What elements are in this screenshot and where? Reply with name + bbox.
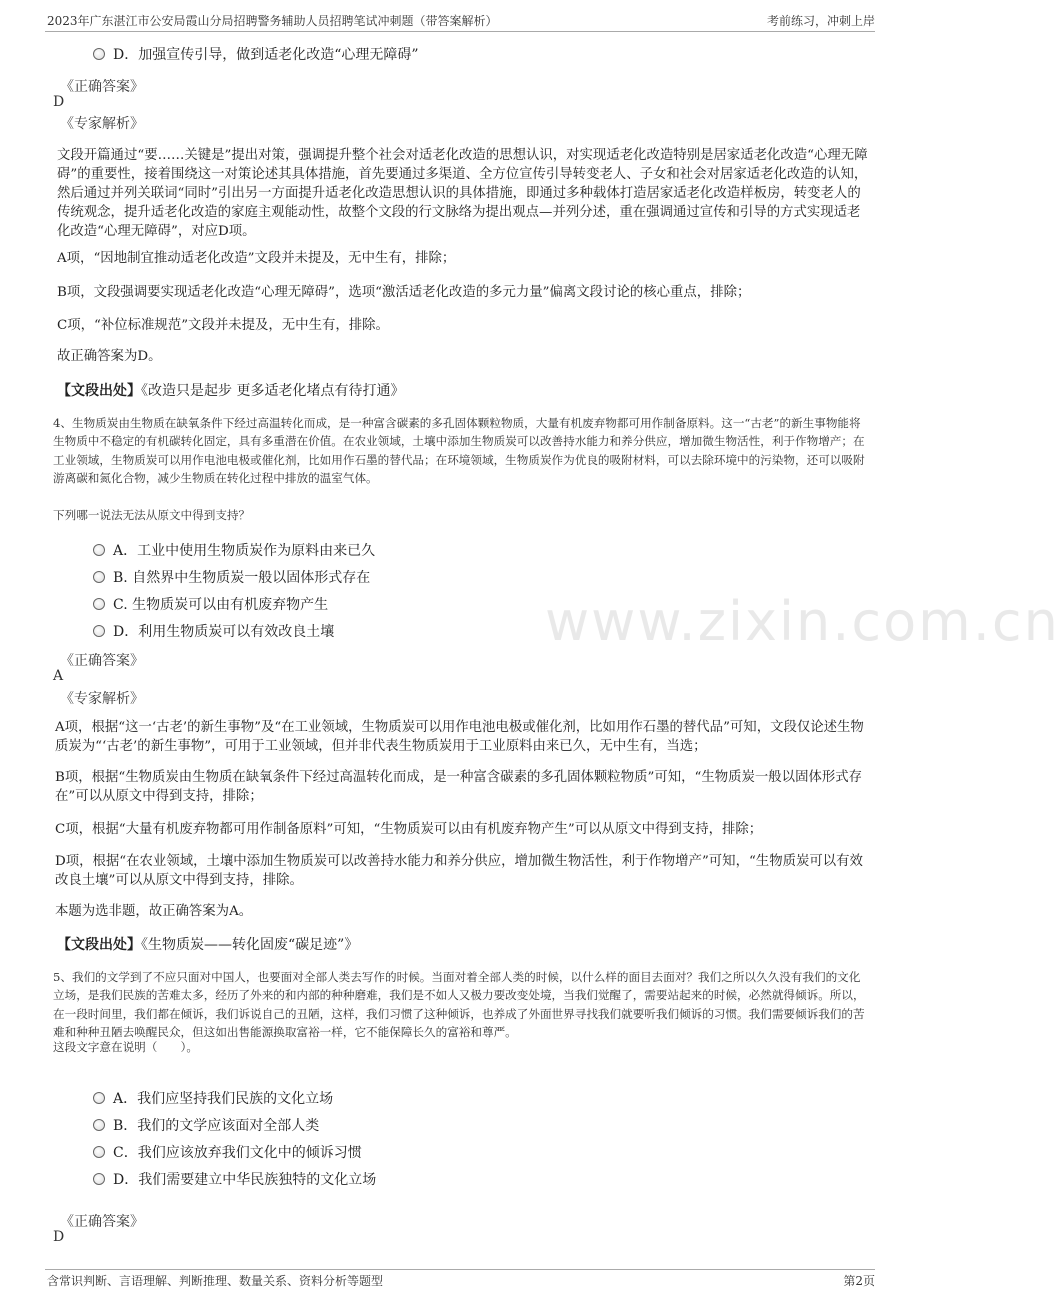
q3-analysis-label: 《专家解析》 [60, 116, 144, 132]
q4-answer: A [53, 668, 64, 684]
q4-analysis-b: B项，根据“生物质炭由生物质在缺氧条件下经过高温转化而成，是一种富含碳素的多孔固体颗粒物质”可知，“生物质炭一般以固体形式存在”可以从原文中得到支持，排除； [55, 770, 863, 804]
q4-option-d-text: D．利用生物质炭可以有效改良土壤 [113, 624, 335, 640]
radio-icon[interactable] [93, 1146, 105, 1158]
q5-option-b[interactable] [93, 1115, 319, 1135]
q4-option-b-text: B. 自然界中生物质炭一般以固体形式存在 [113, 570, 371, 586]
q4-option-a[interactable] [93, 540, 375, 560]
header-slogan: 考前练习，冲刺上岸 [766, 14, 875, 28]
header-divider [45, 31, 875, 32]
q3-analysis-c: C项，“补位标准规范”文段并未提及，无中生有，排除。 [57, 318, 389, 333]
q5-answer: D [53, 1229, 65, 1245]
watermark: www.zixin.com.cn [545, 590, 1060, 653]
q3-source-title: 《改造只是起步 更多适老化堵点有待打通》 [141, 383, 405, 399]
page-number: 第2页 [843, 1274, 875, 1288]
footer-note: 含常识判断、言语理解、判断推理、数量关系、资料分析等题型 [47, 1274, 384, 1288]
header-title: 2023年广东湛江市公安局霞山分局招聘警务辅助人员招聘笔试冲刺题（带答案解析） [47, 14, 498, 28]
q5-answer-label: 《正确答案》 [60, 1214, 144, 1230]
q5-option-d[interactable] [93, 1169, 376, 1189]
q4-analysis-d: D项，根据“在农业领域，土壤中添加生物质炭可以改善持水能力和养分供应，增加微生物活性，利于作物增产”可知，“生物质炭可以有效改良土壤”可以从原文中得到支持，排除。 [55, 854, 863, 888]
q3-analysis-main: 文段开篇通过“要……关键是”提出对策，强调提升整个社会对适老化改造的思想认识，对实现适老化改造特别是居家适老化改造“心理无障碍”的重要性，接着围绕这一对策论述其具体措施，首先要通过多渠道、全方位宣传引导转变老人、子女和社会对居家适老化改造的认知，然后通过并列关联词“同时”引出另一方面提升适老化改造思想认识的具体措施，即通过多种载体打造居家适老化改造样板房，转变老人的传统观念，提升适老化改造的家庭主观能动性，故整个文段的行文脉络为提出观点—并列分述，重在强调通过宣传和引导的方式实现适老化改造“心理无障碍”，对应D项。 [57, 148, 868, 239]
radio-icon[interactable] [93, 1119, 105, 1131]
q3-source [57, 380, 404, 400]
q3-answer-label: 《正确答案》 [60, 79, 144, 95]
radio-icon[interactable] [93, 48, 105, 60]
q3-source-label: 【文段出处】 [57, 383, 141, 399]
radio-icon[interactable] [93, 571, 105, 583]
q4-analysis-a: A项，根据“这一‘古老’的新生事物”及“在工业领域，生物质炭可以用作电池电极或催化剂，比如用作石墨的替代品”可知，文段仅论述生物质炭为“‘古老’的新生事物”，可用于工业领域，但并非代表生物质炭用于工业原料由来已久，无中生有，当选； [55, 720, 864, 754]
page-header [0, 0, 920, 32]
q4-option-c-text: C. 生物质炭可以由有机废弃物产生 [113, 597, 329, 613]
q4-analysis-c: C项，根据“大量有机废弃物都可用作制备原料”可知，“生物质炭可以由有机废弃物产生”可以从原文中得到支持，排除； [55, 822, 763, 837]
q3-analysis-b: B项，文段强调要实现适老化改造“心理无障碍”，选项“激活适老化改造的多元力量”偏离文段讨论的核心重点，排除； [57, 285, 751, 300]
q4-answer-label: 《正确答案》 [60, 653, 144, 669]
q5-option-a[interactable] [93, 1088, 333, 1108]
q3-analysis-conclusion: 故正确答案为D。 [57, 349, 162, 364]
q5-option-a-text: A．我们应坚持我们民族的文化立场 [113, 1091, 334, 1107]
q4-option-a-text: A．工业中使用生物质炭作为原料由来已久 [113, 543, 376, 559]
q3-answer: D [53, 94, 65, 110]
q4-source [57, 934, 358, 954]
q5-option-b-text: B．我们的文学应该面对全部人类 [113, 1118, 320, 1134]
q4-analysis-label: 《专家解析》 [60, 691, 144, 707]
radio-icon[interactable] [93, 625, 105, 637]
radio-icon[interactable] [93, 1173, 105, 1185]
q4-question: 下列哪一说法无法从原文中得到支持？ [53, 508, 251, 522]
q4-source-label: 【文段出处】 [57, 937, 141, 953]
q5-option-d-text: D．我们需要建立中华民族独特的文化立场 [113, 1172, 377, 1188]
radio-icon[interactable] [93, 598, 105, 610]
q5-passage: 5、我们的文学到了不应只面对中国人，也要面对全部人类去写作的时候。当面对着全部人类的时候，以什么样的面目去面对？我们之所以久久没有我们的文化立场，是我们民族的苦难太多，经历了外来的和内部的种种磨难，我们是不如人又极力要改变处境，当我们觉醒了，需要站起来的时候，必然就得倾诉。所以，在一段时间里，我们都在倾诉，我们诉说自己的丑陋，这样，我们习惯了这种倾诉，也养成了外面世界寻找我们就要听我们倾诉的习惯。我们需要倾诉我们的苦难和种种丑陋去唤醒民众，但这如出售能源换取富裕一样，它不能保障长久的富裕和尊严。 [53, 970, 865, 1039]
q4-source-title: 《生物质炭——转化固废“碳足迹”》 [141, 937, 359, 953]
footer-divider [45, 1269, 875, 1270]
q4-option-c[interactable] [93, 594, 328, 614]
q3-option-d-text: D．加强宣传引导，做到适老化改造“心理无障碍” [113, 47, 419, 63]
q5-option-c-text: C．我们应该放弃我们文化中的倾诉习惯 [113, 1145, 362, 1161]
radio-icon[interactable] [93, 544, 105, 556]
q5-question: 这段文字意在说明（ ）。 [53, 1040, 198, 1054]
q4-analysis-conclusion: 本题为选非题，故正确答案为A。 [55, 904, 253, 919]
radio-icon[interactable] [93, 1092, 105, 1104]
q3-option-d[interactable] [93, 44, 419, 64]
q4-passage: 4、生物质炭由生物质在缺氧条件下经过高温转化而成，是一种富含碳素的多孔固体颗粒物质，大量有机废弃物都可用作制备原料。这一“古老”的新生事物能将生物质中不稳定的有机碳转化固定，具有多重潜在价值。在农业领域，土壤中添加生物质炭可以改善持水能力和养分供应，增加微生物活性，利于作物增产；在工业领域，生物质炭可以用作电池电极或催化剂，比如用作石墨的替代品；在环境领域，生物质炭作为优良的吸附材料，可以去除环境中的污染物，还可以吸附游离碳和氮化合物，减少生物质在转化过程中排放的温室气体。 [53, 416, 865, 485]
q3-analysis-a: A项，“因地制宜推动适老化改造”文段并未提及，无中生有，排除； [57, 251, 456, 266]
q4-option-d[interactable] [93, 621, 334, 641]
q4-option-b[interactable] [93, 567, 370, 587]
q5-option-c[interactable] [93, 1142, 362, 1162]
